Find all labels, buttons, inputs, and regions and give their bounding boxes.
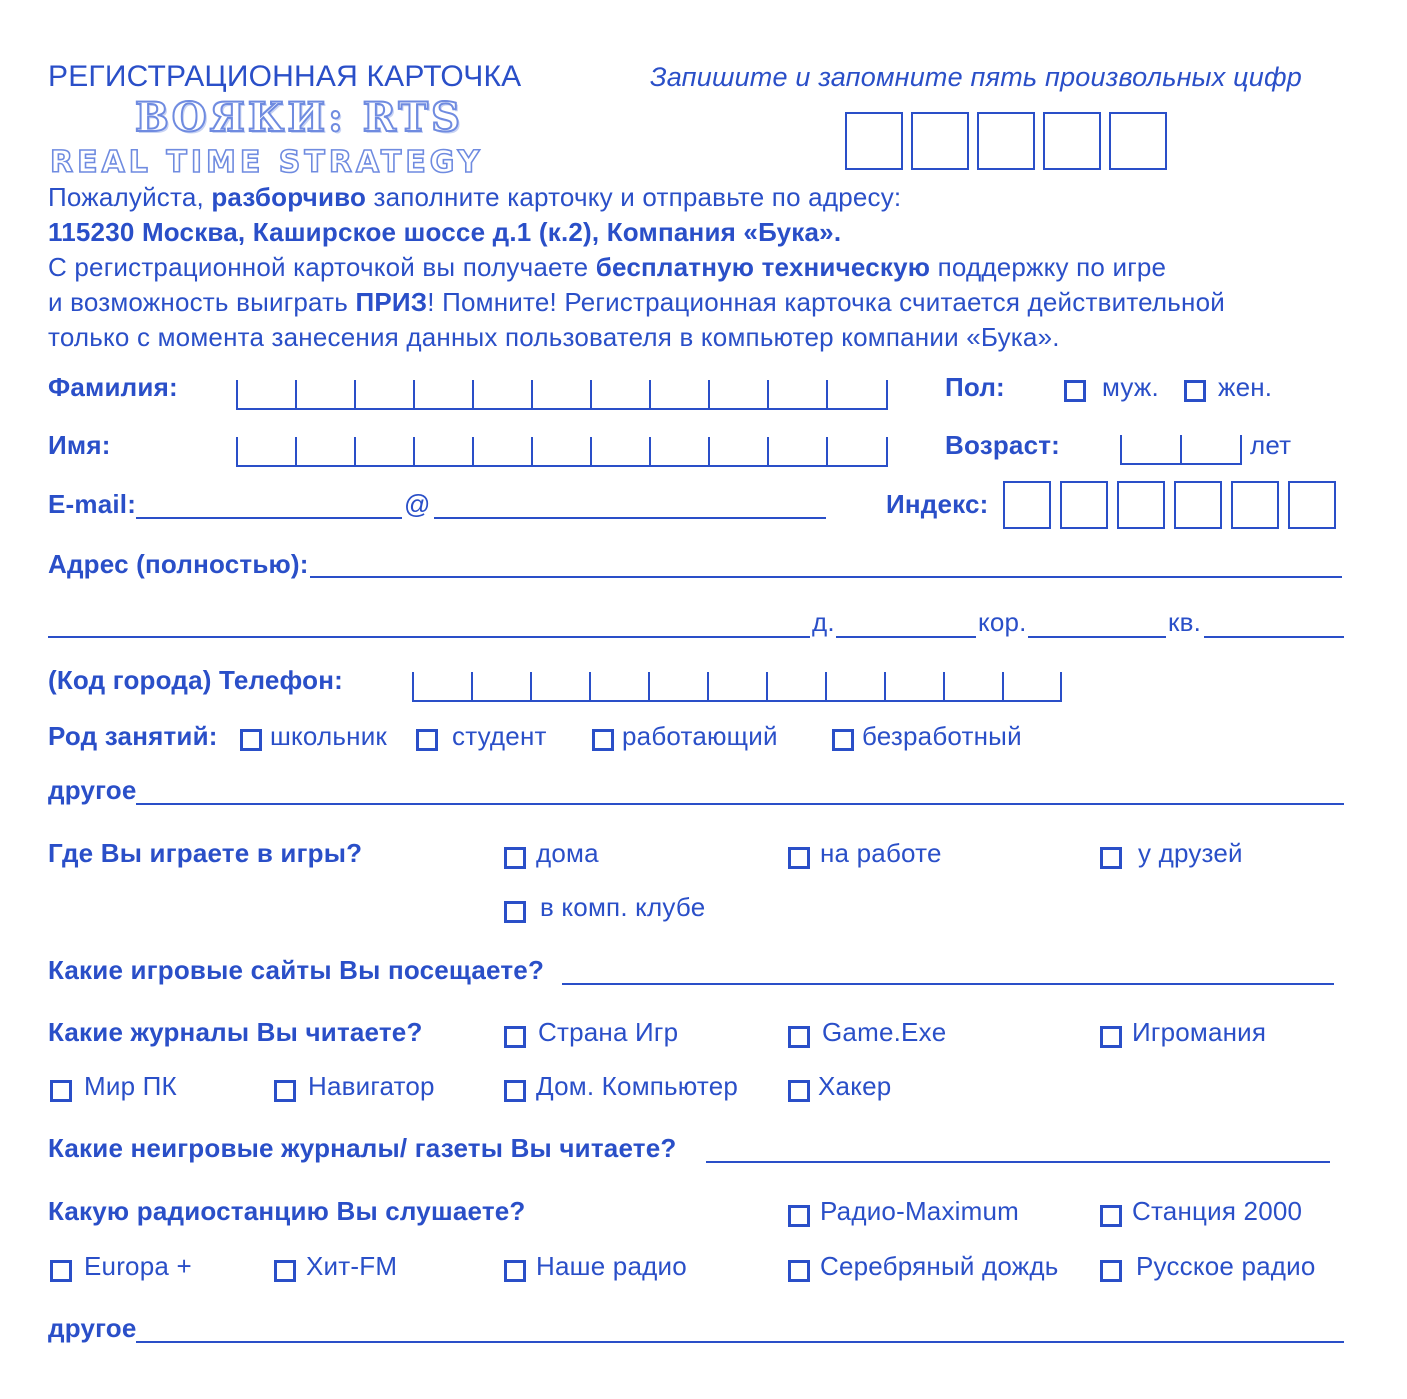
occupation-checkbox[interactable]: [592, 729, 614, 751]
code-prompt: Запишите и запомните пять произвольных цифр: [650, 62, 1302, 92]
radio-option: Серебряный дождь: [820, 1251, 1059, 1281]
age-unit: лет: [1250, 430, 1292, 460]
index-digit-box[interactable]: [1231, 481, 1279, 529]
logo-subtitle: REAL TIME STRATEGY: [50, 145, 484, 180]
code-digit-box[interactable]: [1109, 112, 1167, 170]
intro-emphasis: бесплатную техническую: [595, 252, 931, 282]
where-play-checkbox[interactable]: [1100, 847, 1122, 869]
radio-option: Радио-Maximum: [820, 1196, 1020, 1226]
magazine-option: Дом. Компьютер: [536, 1071, 739, 1101]
intro-text: Пожалуйста,: [48, 182, 204, 212]
nongame-magazines-field[interactable]: [706, 1161, 1330, 1163]
occupation-option: студент: [452, 721, 547, 751]
male-checkbox[interactable]: [1064, 380, 1086, 402]
occupation-option: безработный: [862, 721, 1022, 751]
name-label: Имя:: [48, 430, 111, 460]
radio-checkbox[interactable]: [504, 1260, 526, 1282]
radio-option: Станция 2000: [1132, 1196, 1303, 1226]
intro-line-1: [48, 182, 901, 213]
where-play-option: у друзей: [1138, 838, 1243, 868]
at-sign: @: [404, 489, 431, 519]
where-play-option: на работе: [820, 838, 942, 868]
where-play-checkbox[interactable]: [788, 847, 810, 869]
intro-emphasis: ПРИЗ: [355, 287, 428, 317]
magazine-option: Игромания: [1132, 1017, 1267, 1047]
radio-option: Наше радио: [536, 1251, 687, 1281]
male-label: муж.: [1102, 372, 1159, 402]
apartment-field[interactable]: [1204, 636, 1344, 638]
female-checkbox[interactable]: [1184, 380, 1206, 402]
occupation-checkbox[interactable]: [416, 729, 438, 751]
occupation-option: работающий: [622, 721, 778, 751]
intro-line-5: только с момента занесения данных пользователя в компьютер компании «Бука».: [48, 322, 1060, 352]
email-domain-field[interactable]: [434, 517, 826, 519]
magazine-checkbox[interactable]: [50, 1080, 72, 1102]
surname-label: Фамилия:: [48, 372, 178, 402]
form-title: РЕГИСТРАЦИОННАЯ КАРТОЧКА: [48, 60, 522, 93]
index-digit-box[interactable]: [1003, 481, 1051, 529]
where-play-checkbox[interactable]: [504, 847, 526, 869]
magazine-option: Хакер: [818, 1071, 892, 1101]
occupation-label: Род занятий:: [48, 721, 218, 751]
radio-checkbox[interactable]: [1100, 1260, 1122, 1282]
address-label: Адрес (полностью):: [48, 549, 309, 579]
intro-text: и возможность выиграть: [48, 287, 348, 317]
phone-field[interactable]: [412, 672, 1062, 702]
occupation-checkbox[interactable]: [240, 729, 262, 751]
radio-label: Какую радиостанцию Вы слушаете?: [48, 1196, 526, 1226]
magazine-checkbox[interactable]: [504, 1026, 526, 1048]
building-label: кор.: [978, 607, 1027, 637]
intro-text: С регистрационной карточкой вы получаете: [48, 252, 589, 282]
intro-line-3: [48, 252, 1166, 283]
intro-text: заполните карточку и отправьте по адресу:: [373, 182, 902, 212]
occupation-checkbox[interactable]: [832, 729, 854, 751]
name-field[interactable]: [236, 437, 888, 467]
occupation-other-label: другое: [48, 775, 137, 805]
sites-field[interactable]: [562, 983, 1334, 985]
gender-label: Пол:: [945, 372, 1005, 402]
magazine-option: Game.Exe: [822, 1017, 947, 1047]
code-digit-box[interactable]: [845, 112, 903, 170]
radio-checkbox[interactable]: [50, 1260, 72, 1282]
magazine-checkbox[interactable]: [504, 1080, 526, 1102]
radio-checkbox[interactable]: [788, 1260, 810, 1282]
magazine-checkbox[interactable]: [1100, 1026, 1122, 1048]
radio-checkbox[interactable]: [1100, 1205, 1122, 1227]
magazine-checkbox[interactable]: [788, 1080, 810, 1102]
index-digit-box[interactable]: [1288, 481, 1336, 529]
apartment-label: кв.: [1168, 607, 1202, 637]
code-digit-box[interactable]: [1043, 112, 1101, 170]
index-digit-box[interactable]: [1174, 481, 1222, 529]
index-digit-box[interactable]: [1117, 481, 1165, 529]
radio-option: Русское радио: [1136, 1251, 1316, 1281]
index-label: Индекс:: [886, 489, 989, 519]
magazine-option: Мир ПК: [84, 1071, 177, 1101]
house-label: д.: [812, 607, 835, 637]
radio-checkbox[interactable]: [274, 1260, 296, 1282]
surname-field[interactable]: [236, 380, 888, 410]
radio-option: Europa +: [84, 1251, 192, 1281]
postal-address: 115230 Москва, Каширское шоссе д.1 (к.2), Компания «Бука».: [48, 217, 842, 247]
age-field[interactable]: [1120, 435, 1242, 465]
intro-emphasis: разборчиво: [211, 182, 367, 212]
magazine-option: Навигатор: [308, 1071, 435, 1101]
magazines-label: Какие журналы Вы читаете?: [48, 1017, 423, 1047]
where-play-label: Где Вы играете в игры?: [48, 838, 363, 868]
logo-title: ВОЯКИ: RTS: [135, 94, 463, 141]
where-play-option: дома: [536, 838, 599, 868]
where-play-option: в комп. клубе: [540, 892, 706, 922]
radio-other-label: другое: [48, 1313, 137, 1343]
where-play-checkbox[interactable]: [504, 901, 526, 923]
intro-line-4: [48, 287, 1225, 318]
intro-text: поддержку по игре: [937, 252, 1167, 282]
house-field[interactable]: [836, 636, 976, 638]
female-label: жен.: [1218, 372, 1273, 402]
occupation-option: школьник: [270, 721, 387, 751]
email-user-field[interactable]: [136, 517, 402, 519]
magazine-checkbox[interactable]: [274, 1080, 296, 1102]
code-digit-box[interactable]: [977, 112, 1035, 170]
occupation-other-field[interactable]: [136, 803, 1344, 805]
address-field-line-2[interactable]: [48, 636, 810, 638]
intro-text: ! Помните! Регистрационная карточка считается действительной: [427, 287, 1225, 317]
radio-checkbox[interactable]: [788, 1205, 810, 1227]
magazine-checkbox[interactable]: [788, 1026, 810, 1048]
index-digit-box[interactable]: [1060, 481, 1108, 529]
building-field[interactable]: [1028, 636, 1166, 638]
address-field-line-1[interactable]: [310, 576, 1342, 578]
radio-other-field[interactable]: [136, 1341, 1344, 1343]
age-label: Возраст:: [945, 430, 1061, 460]
radio-option: Хит-FM: [306, 1251, 398, 1281]
phone-label: (Код города) Телефон:: [48, 665, 343, 695]
nongame-magazines-label: Какие неигровые журналы/ газеты Вы читаете?: [48, 1133, 677, 1163]
magazine-option: Страна Игр: [538, 1017, 679, 1047]
code-digit-box[interactable]: [911, 112, 969, 170]
sites-label: Какие игровые сайты Вы посещаете?: [48, 955, 545, 985]
email-label: E-mail:: [48, 489, 137, 519]
